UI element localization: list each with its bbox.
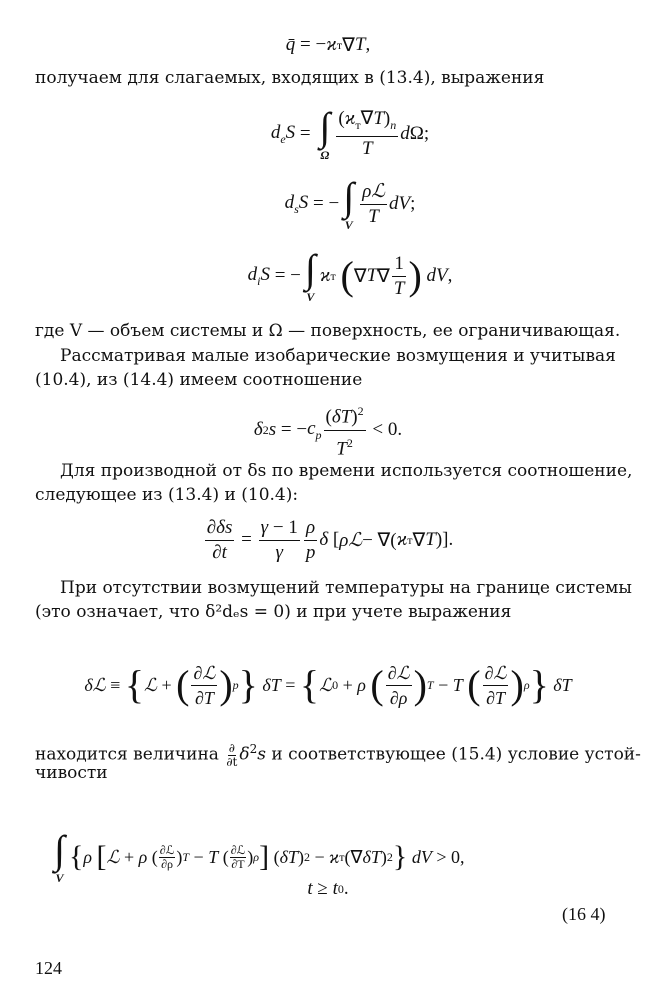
paragraph-5-line-2: (это означает, что δ²dₑs = 0) и при учете выражения	[35, 602, 512, 622]
paragraph-2: где V — объем системы и Ω — поверхность, ее ограничивающая.	[35, 321, 621, 341]
formula-ddelta-s: $\frac{\partial\delta s}{\partial t}$ = $\frac{\gamma - 1}{\gamma}$ $\frac{\rho}{p}$ δ [ ρℒ − ∇( ϰ т ∇ T )].	[206, 516, 454, 563]
paragraph-6-line-1: находится величина $\frac{\partial}{\partial t}$ $\delta^2s$ и соответствующее (15.4) условие устой-	[35, 740, 641, 769]
formula-delta2s: δ 2 s = − $c_p$ $\frac{(\delta T)^2}{T^2}$ < 0.	[0, 405, 656, 455]
formula-t-condition: t ≥ t 0 .	[307, 878, 349, 899]
formula-heat-flux: q̄ = − ϰ т ∇ T ,	[285, 34, 371, 56]
formula-dis: $d_iS$ = − ∫ V ϰ т ( ∇ T ∇ $\frac{1}{T}$ ) dV ,	[247, 246, 453, 304]
paragraph-4-line-2: следующее из (13.4) и (10.4):	[35, 485, 299, 505]
formula-delta-L: δℒ ≡ { ℒ + ( $\frac{\text{∂ℒ}}{\partial T}$ ) p } δT = { ℒ 0 + ρ ( $\frac{\text{∂ℒ}}{\partial\rho}$ ) T − T ( $\frac{\text{∂ℒ}}{\partial T}$ ) ρ } δT	[84, 662, 572, 708]
formula-dss: $d_sS$ = − ∫ V $\frac{\text{ρℒ}}{T}$ dV ;	[284, 174, 416, 232]
formula-des: $d_eS$ = ∫ Ω $\frac{(ϰ_т\nabla T)_n}{T}$ d Ω;	[270, 104, 430, 162]
paragraph-5-line-1: При отсутствии возмущений температуры на границе системы	[60, 578, 632, 598]
formula-stability: ∫ V { ρ [ ℒ + ρ ( $\frac{\text{∂ℒ}}{\partial\rho}$ ) T − T ( $\frac{\text{∂ℒ}}{\partial T}$ ) ρ ] ( δT ) 2 − ϰ т (∇ δT ) 2 } dV > 0,	[54, 827, 465, 885]
paragraph-6-line-2: чивости	[35, 763, 108, 783]
page-number: 124	[35, 958, 62, 978]
paragraph-4-line-1: Для производной от δs по времени используется соотношение,	[60, 461, 633, 481]
equation-number: (16 4)	[562, 904, 606, 924]
paragraph-3-line-2: (10.4), из (14.4) имеем соотношение	[35, 370, 363, 390]
paragraph-1: получаем для слагаемых, входящих в (13.4), выражения	[35, 68, 545, 88]
paragraph-3-line-1: Рассматривая малые изобарические возмущения и учитывая	[60, 346, 616, 366]
